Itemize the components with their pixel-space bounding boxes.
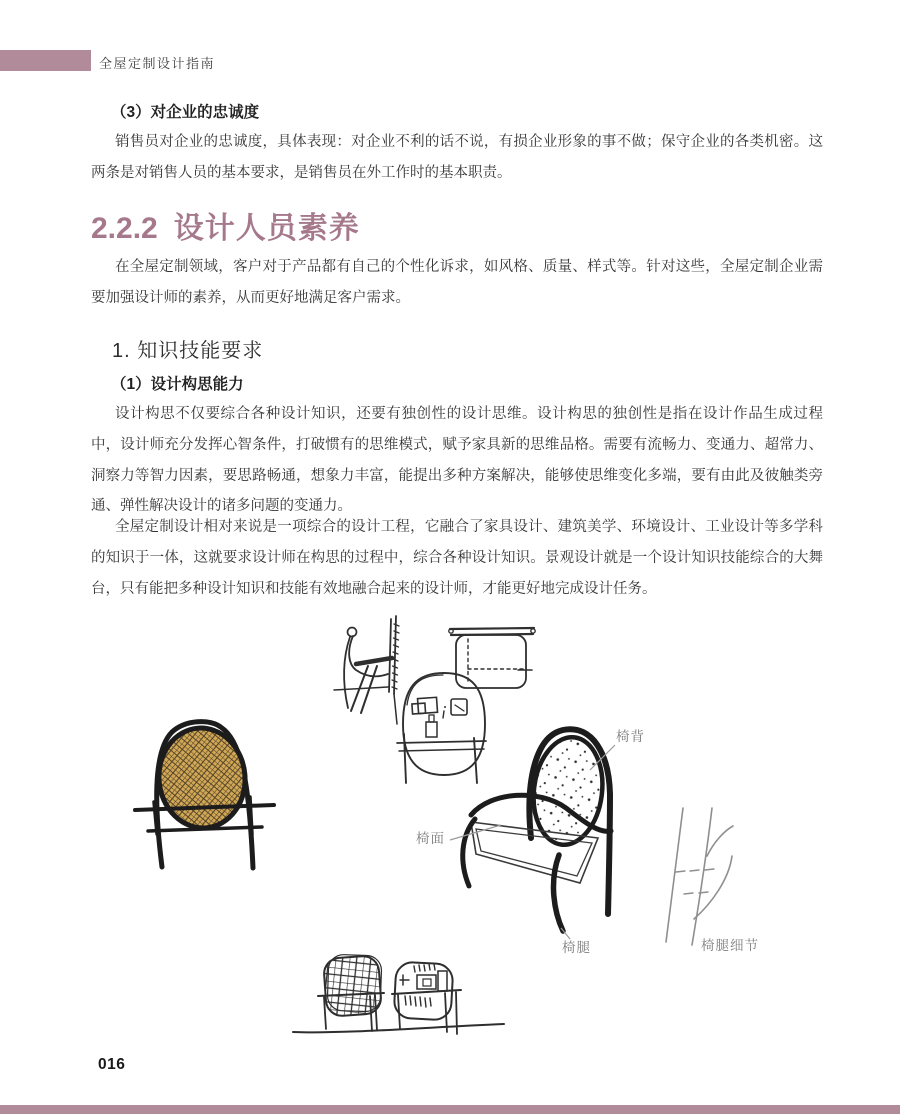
cane-back-chair-sketch [135, 722, 274, 868]
chair-seat-label: 椅面 [416, 831, 445, 846]
page-number: 016 [98, 1056, 126, 1073]
concept-heading: （1）设计构思能力 [111, 376, 244, 393]
side-view-chair-sketch [334, 616, 399, 724]
running-head-book-title: 全屋定制设计指南 [99, 56, 216, 71]
furniture-sketch-figure [100, 612, 800, 1048]
round-back-panel-sketch [397, 673, 486, 783]
chair-leg-label: 椅腿 [562, 940, 591, 955]
loyalty-heading: （3）对企业的忠诚度 [111, 104, 260, 121]
footer-accent-bar [0, 1105, 900, 1114]
section-title: 设计人员素养 [173, 212, 360, 245]
section-number: 2.2.2 [91, 212, 158, 245]
bottom-chairs-sketch [293, 954, 504, 1034]
skills-heading: 1. 知识技能要求 [112, 340, 264, 362]
concept-paragraph-2: 全屋定制设计相对来说是一项综合的设计工程，它融合了家具设计、建筑美学、环境设计、工业设计等多学科的知识于一体，这就要求设计师在构思的过程中，综合各种设计知识。景观设计就是一个设计知识技能综合的大舞台，只有能把多种设计知识和技能有效地融合起来的设计师，才能更好地完成设计任务。 [91, 519, 823, 597]
chair-sketches-svg [100, 612, 800, 1048]
rect-backrest-sketch [449, 628, 535, 688]
loyalty-paragraph: 销售员对企业的忠诚度，具体表现：对企业不利的话不说，有损企业形象的事不做；保守企业的各类机密。这两条是对销售人员的基本要求，是销售员在外工作时的基本职责。 [91, 134, 823, 181]
chair-back-label: 椅背 [616, 729, 645, 744]
header-accent-bar [0, 50, 91, 71]
concept-paragraph-1: 设计构思不仅要综合各种设计知识，还要有独创性的设计思维。设计构思的独创性是指在设计作品生成过程中，设计师充分发挥心智条件，打破惯有的思维模式，赋予家具新的思维品格。需要有流畅力、变通力、超常力、洞察力等智力因素，要思路畅通，想象力丰富，能提出多种方案解决，能够使思维变化多端，要有由此及彼触类旁通、弹性解决设计的诸多问题的变通力。 [91, 406, 823, 515]
section-intro-paragraph: 在全屋定制领域，客户对于产品都有自己的个性化诉求，如风格、质量、样式等。针对这些，全屋定制企业需要加强设计师的素养，从而更好地满足客户需求。 [91, 259, 823, 306]
section-heading [91, 203, 823, 247]
chair-leg-detail-label: 椅腿细节 [701, 938, 759, 953]
leg-detail-sketch [666, 808, 733, 945]
